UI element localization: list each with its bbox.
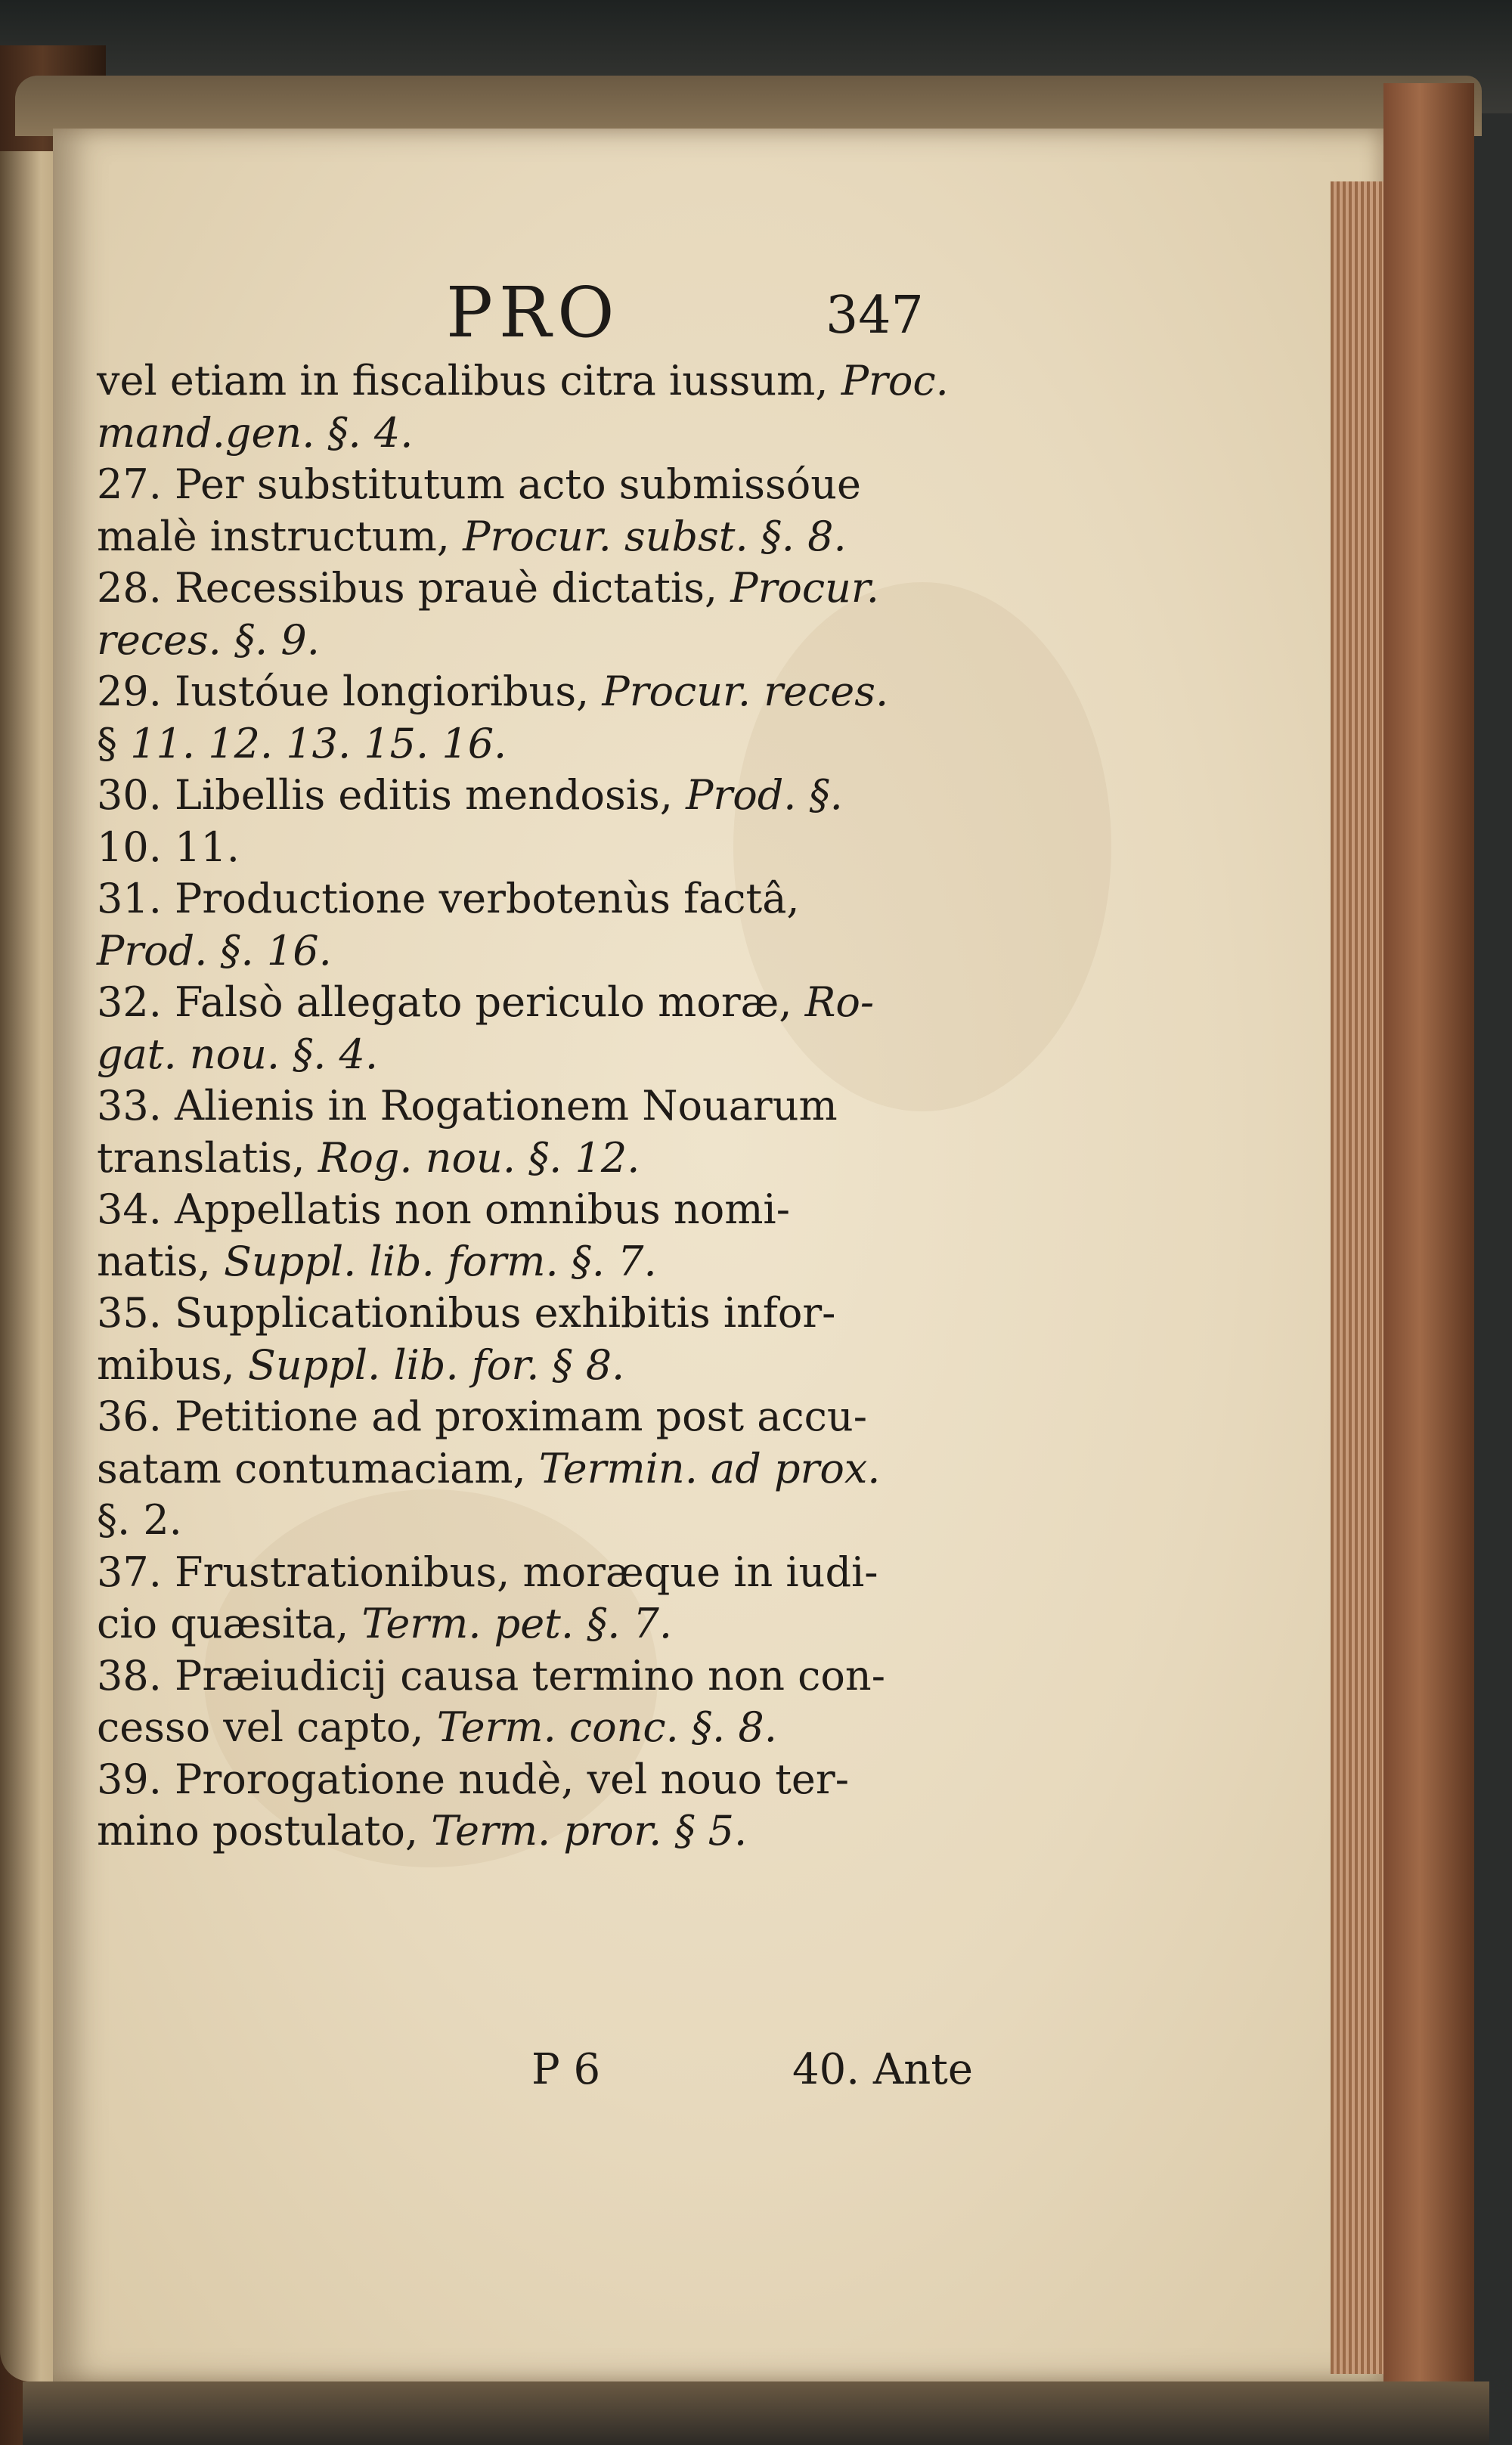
text-line: 38. Præiudicij causa termino non con- (97, 1651, 885, 1700)
text-line: natis, Suppl. lib. form. §. 7. (97, 1237, 657, 1285)
book-cover-bottom-edge (23, 2381, 1489, 2445)
citation: mand.gen. §. 4. (97, 408, 414, 457)
citation: Ro- (804, 978, 875, 1026)
text-line: cesso vel capto, Term. conc. §. 8. (97, 1703, 777, 1751)
index-text (97, 355, 1004, 1858)
text-line: § 11. 12. 13. 15. 16. (97, 719, 507, 767)
page-number: 347 (826, 286, 924, 346)
citation: Prod. §. (686, 771, 843, 819)
running-title: PRO (446, 272, 621, 353)
signature-mark: P 6 (531, 2045, 601, 2094)
book-cover-right-edge (1383, 83, 1474, 2397)
page-header (53, 272, 1383, 363)
citation: 11. 12. 13. 15. 16. (130, 719, 507, 767)
citation: Proc. (841, 357, 949, 404)
text-line: 33. Alienis in Rogationem Nouarum (97, 1082, 838, 1130)
citation: Suppl. lib. for. § 8. (247, 1340, 625, 1389)
text-line: mino postulato, Term. pror. § 5. (97, 1807, 748, 1855)
citation: Term. conc. §. 8. (436, 1703, 777, 1751)
text-line (97, 1029, 1004, 1081)
page-block-edge (1331, 181, 1383, 2374)
text-line: 37. Frustrationibus, moræque in iudi- (97, 1548, 878, 1596)
citation: Procur. subst. §. 8. (463, 512, 847, 560)
text-line: 31. Productione verbotenùs factâ, (97, 875, 800, 922)
text-line: cio quæsita, Term. pet. §. 7. (97, 1600, 673, 1647)
citation: Termin. ad prox. (538, 1444, 881, 1492)
citation: Procur. (730, 564, 879, 612)
text-line: 10. 11. (97, 823, 240, 871)
text-line: vel etiam in fiscalibus citra iussum, Proc. (97, 357, 949, 404)
text-line: malè instructum, Procur. subst. §. 8. (97, 512, 847, 560)
page-footer (97, 2038, 1004, 2106)
citation: gat. nou. §. 4. (97, 1030, 379, 1078)
text-line: 32. Falsò allegato periculo moræ, Ro- (97, 978, 875, 1026)
citation: Suppl. lib. form. §. 7. (224, 1237, 657, 1285)
text-line: satam contumaciam, Termin. ad prox. (97, 1444, 881, 1492)
text-line: §. 2. (97, 1496, 182, 1544)
text-line: 35. Supplicationibus exhibitis infor- (97, 1289, 836, 1337)
text-line (97, 925, 1004, 978)
citation: Procur. reces. (602, 668, 889, 715)
citation: Prod. §. 16. (97, 926, 332, 975)
citation: reces. §. 9. (97, 615, 320, 664)
text-line (97, 408, 1004, 460)
catchword: 40. Ante (792, 2045, 974, 2094)
text-line (97, 615, 1004, 667)
text-line: 30. Libellis editis mendosis, Prod. §. (97, 771, 843, 819)
text-line: 29. Iustóue longioribus, Procur. reces. (97, 668, 889, 715)
book-cover-top-edge (15, 76, 1482, 136)
text-line: mibus, Suppl. lib. for. § 8. (97, 1340, 625, 1389)
text-line: translatis, Rog. nou. §. 12. (97, 1133, 640, 1182)
text-line: 34. Appellatis non omnibus nomi- (97, 1185, 790, 1233)
book-page (53, 129, 1383, 2381)
citation: Term. pet. §. 7. (361, 1600, 673, 1647)
text-line: 27. Per substitutum acto submissóue (97, 460, 861, 508)
citation: Term. pror. § 5. (431, 1807, 748, 1855)
text-line: 28. Recessibus prauè dictatis, Procur. (97, 564, 879, 612)
text-line: 39. Prorogatione nudè, vel nouo ter- (97, 1755, 849, 1803)
citation: Rog. nou. §. 12. (318, 1133, 640, 1182)
text-line: 36. Petitione ad proximam post accu- (97, 1393, 867, 1440)
